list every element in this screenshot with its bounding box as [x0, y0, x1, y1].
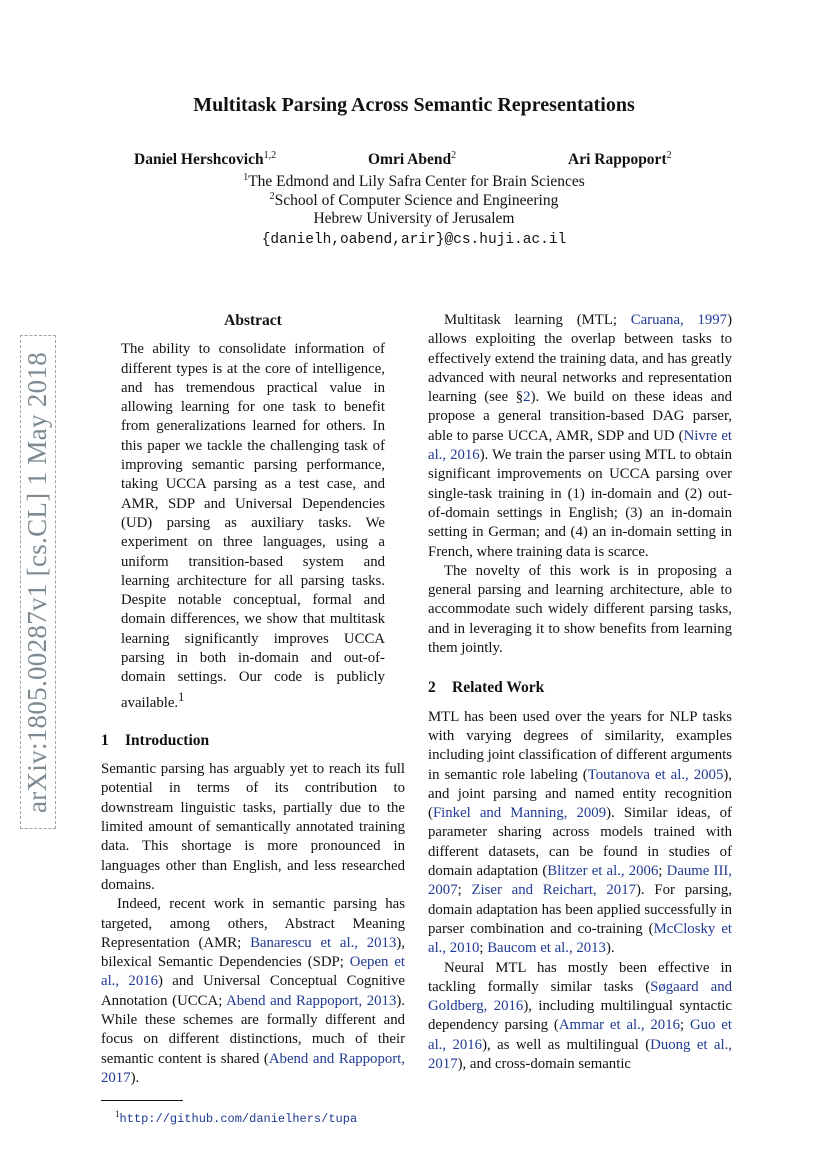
- citation-link[interactable]: Finkel and Manning, 2009: [432, 805, 607, 822]
- intro-paragraph-1: Semantic parsing has arguably yet to reach its full potential in terms of its contribution to downstream linguistic tasks, partially due to the limited amount of semantically annotated training data. This shortage is more pronounced in languages other than English, and less researched domains.: [101, 761, 405, 893]
- footnote-url-link[interactable]: http://github.com/danielhers/tupa: [119, 1112, 358, 1127]
- paragraph-text: ;: [658, 863, 667, 880]
- citation-link[interactable]: Nivre et al., 2016: [428, 427, 732, 464]
- citation-link[interactable]: Oepen et al., 2016: [101, 954, 405, 990]
- citation-link[interactable]: Guo et al., 2016: [428, 1017, 732, 1053]
- section-number: 1: [101, 731, 109, 749]
- related-paragraph-2: [428, 959, 732, 1075]
- paragraph-text: ). For parsing, domain adaptation has been applied successfully in parser combination and co-training (: [428, 882, 732, 937]
- paragraph-text: ). We train the parser using MTL to obtain significant improvements on UCCA parsing over single-task training in (1) in-domain and (2) out-of-domain settings in English; (3) an in-domain setting in German; and (4) an in-domain setting in French, where training data is scarce.: [428, 447, 733, 560]
- footnote-divider: [101, 1100, 183, 1101]
- citation-link[interactable]: Ziser and Reichart, 2017: [471, 882, 636, 899]
- paper-title: Multitask Parsing Across Semantic Representations: [193, 94, 635, 116]
- citation-link[interactable]: McClosky et al., 2010: [428, 920, 732, 957]
- affiliation-1: [0, 172, 828, 191]
- related-paragraph-1: [428, 708, 732, 959]
- citation-link[interactable]: Baucom et al., 2013: [487, 940, 606, 957]
- author-3: [568, 150, 672, 169]
- section-number: 2: [428, 679, 436, 697]
- affiliation-2: [0, 191, 828, 210]
- paragraph-text: ), as well as multilingual (: [482, 1036, 651, 1053]
- paragraph-text: Indeed, recent work in semantic parsing has targeted, among others, Abstract Meaning Representation (AMR;: [101, 896, 405, 951]
- paragraph-text: ) allows exploiting the overlap between tasks to effectively extend the training data, and has greatly advanced with neural networks and representation learning (see §: [428, 312, 732, 406]
- paragraph-text: ), and joint parsing and named entity recognition (: [428, 766, 732, 822]
- paragraph-text: MTL has been used over the years for NLP tasks with varying degrees of similarity, examples including joint classification of different arguments in semantic role labeling (: [428, 708, 732, 783]
- citation-link[interactable]: 2: [523, 389, 531, 406]
- citation-link[interactable]: Søgaard and Goldberg, 2016: [428, 978, 732, 1015]
- intro-paragraph-4: The novelty of this work is in proposing a general parsing and learning architecture, able to accommodate such widely different parsing tasks, and in leveraging it to show benefits from learning them jointly.: [428, 562, 732, 657]
- citation-link[interactable]: Duong et al., 2017: [428, 1036, 733, 1072]
- section-heading-introduction: [101, 731, 405, 750]
- paragraph-text: Neural MTL has mostly been effective in tackling formally similar tasks (: [428, 959, 732, 995]
- affiliation-sup: 2: [269, 191, 275, 202]
- paragraph-text: ), bilexical Semantic Dependencies (SDP;: [101, 934, 405, 971]
- paragraph-text: ), and cross-domain semantic: [457, 1055, 631, 1072]
- author-name: Ari Rappoport: [568, 151, 667, 169]
- paragraph-text: Multitask learning (MTL;: [444, 312, 631, 328]
- author-sup: 1,2: [263, 150, 277, 161]
- intro-paragraph-2: [101, 895, 405, 1088]
- paragraph-text: ;: [457, 882, 472, 899]
- citation-link[interactable]: Toutanova et al., 2005: [587, 766, 724, 783]
- left-column: [101, 311, 405, 1130]
- paragraph-text: ).: [605, 940, 615, 957]
- abstract-text: [101, 340, 405, 713]
- author-sup: 2: [451, 150, 457, 161]
- citation-link[interactable]: Ammar et al., 2016: [558, 1017, 680, 1034]
- section-title: Introduction: [125, 731, 210, 749]
- author-email[interactable]: {danielh,oabend,arir}@cs.huji.ac.il: [261, 232, 567, 248]
- citation-link[interactable]: Abend and Rappoport, 2017: [101, 1050, 405, 1086]
- paragraph-text: ;: [479, 940, 488, 957]
- citation-link[interactable]: Daume III, 2007: [428, 863, 733, 899]
- footnote: [101, 1105, 405, 1129]
- section-heading-related-work: [428, 678, 732, 697]
- abstract-section: [101, 311, 405, 713]
- paragraph-text: ;: [680, 1017, 690, 1034]
- arxiv-watermark-text: arXiv:1805.00287v1 [cs.CL] 1 May 2018: [22, 351, 53, 813]
- footnote-number: 1: [115, 1109, 120, 1120]
- affiliation-text: Hebrew University of Jerusalem: [313, 210, 515, 227]
- intro-paragraph-3: [428, 311, 732, 562]
- footnote-mark: 1: [178, 689, 185, 704]
- right-column: [428, 311, 732, 1074]
- paragraph-text: ) and Universal Conceptual Cognitive Annotation (UCCA;: [101, 973, 405, 1009]
- paragraph-text: ). Similar ideas, of parameter sharing across models trained with different datasets, can be found in studies of domain adaptation (: [428, 805, 732, 880]
- citation-link[interactable]: Caruana, 1997: [630, 312, 728, 328]
- paragraph-text: ), including multilingual syntactic dependency parsing (: [428, 998, 732, 1034]
- section-title: Related Work: [452, 679, 545, 697]
- citation-link[interactable]: Banarescu et al., 2013: [250, 934, 397, 951]
- author-sup: 2: [666, 150, 672, 161]
- author-name: Daniel Hershcovich: [134, 151, 264, 169]
- paragraph-text: ).: [130, 1069, 140, 1086]
- arxiv-watermark: [20, 335, 56, 829]
- abstract-body: The ability to consolidate information of different types is at the core of intelligence, and has tremendous practical value in allowing learning for one task to benefit from generalizations learned for others. In this paper we tackle the challenging task of improving semantic parsing performance, taking UCCA parsing as a test case, and AMR, SDP and Universal Dependencies (UD) parsing as auxiliary tasks. We experiment on three languages, using a uniform transition-based system and learning architecture for all parsing tasks. Despite notable conceptual, formal and domain differences, we show that multitask learning significantly improves UCCA parsing in both in-domain and out-of-domain settings. Our code is publicly available.: [121, 341, 385, 711]
- paragraph-text: ). While these schemes are formally different and focus on different distinctions, much of their semantic content is shared (: [101, 992, 405, 1067]
- paragraph-text: ). We build on these ideas and propose a general transition-based DAG parser, able to parse UCCA, AMR, SDP and UD (: [428, 389, 732, 444]
- citation-link[interactable]: Abend and Rappoport, 2013: [226, 992, 397, 1009]
- author-1: [134, 150, 276, 169]
- author-name: Omri Abend: [368, 151, 452, 169]
- affiliation-3: [0, 210, 828, 228]
- affiliation-sup: 1: [243, 172, 249, 183]
- author-2: [368, 150, 456, 169]
- citation-link[interactable]: Blitzer et al., 2006: [547, 863, 659, 880]
- affiliation-text: The Edmond and Lily Safra Center for Brain Sciences: [248, 173, 585, 191]
- abstract-heading: Abstract: [224, 312, 282, 329]
- affiliation-text: School of Computer Science and Engineering: [274, 192, 559, 210]
